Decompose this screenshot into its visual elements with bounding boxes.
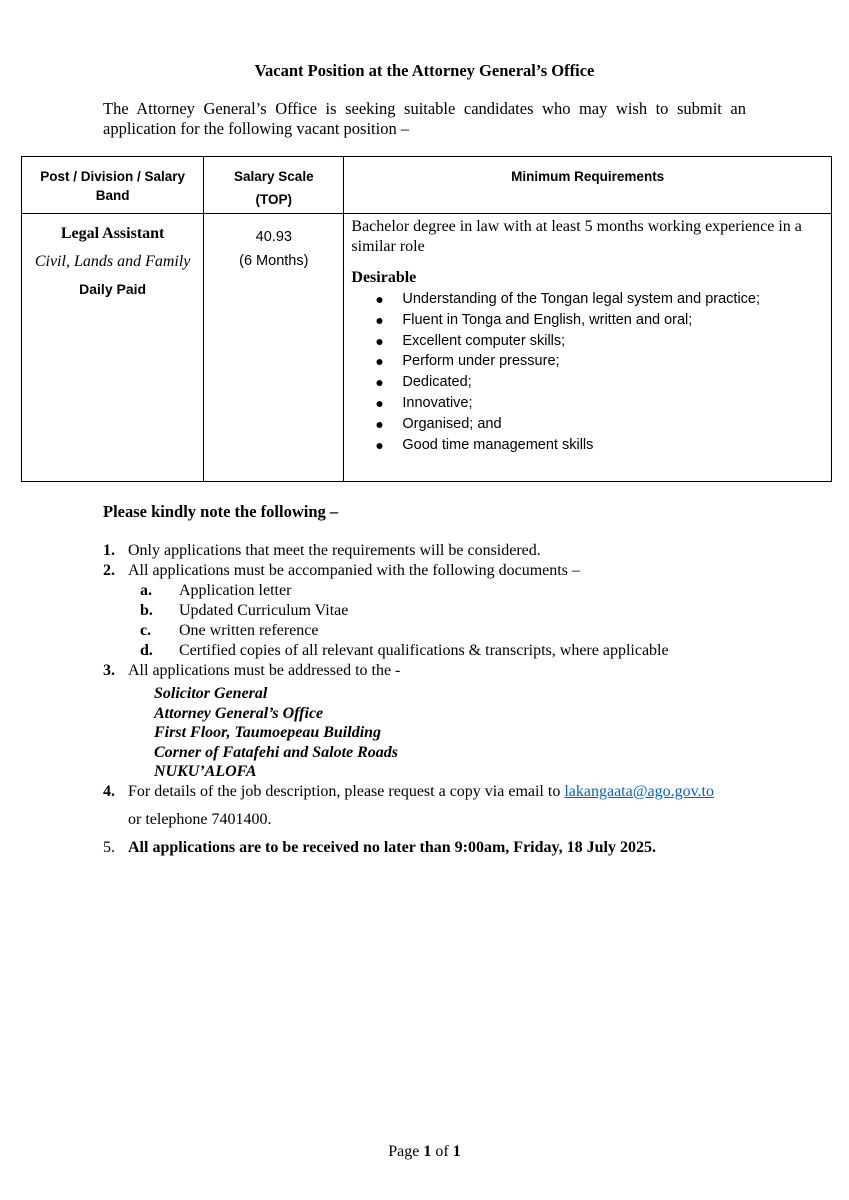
note-item-3: 3. All applications must be addressed to the - [103,662,401,679]
minimum-requirement: Bachelor degree in law with at least 5 months working experience in a similar role [351,218,802,255]
salary-duration: (6 Months) [239,253,309,269]
note-item-2: 2. All applications must be accompanied with the following documents – [103,562,580,579]
header-requirements: Minimum Requirements [344,157,832,214]
list-item: ● Perform under pressure; [351,351,821,372]
bullet-icon: ● [375,436,384,453]
address-line: First Floor, Taumoepeau Building [154,724,382,741]
address-line: NUKU’ALOFA [154,763,257,780]
email-link[interactable]: lakangaata@ago.gov.to [564,782,714,800]
bullet-icon: ● [375,332,384,349]
address-line: Solicitor General [154,685,268,702]
list-item: ● Excellent computer skills; [351,331,821,352]
list-item: ● Good time management skills [351,435,821,456]
note-item-4: 4. For details of the job description, please request a copy via email to lakangaata@ago.gov.to [103,782,714,800]
list-item: ● Understanding of the Tongan legal system and practice; [351,289,821,310]
salary-cell [204,214,344,482]
address-line: Attorney General’s Office [154,704,324,722]
list-item: ● Innovative; [351,393,821,414]
document-item-c: c. One written reference [140,622,319,639]
bullet-icon: ● [375,291,384,307]
phone-text: or telephone 7401400. [128,810,272,828]
bullet-icon: ● [375,353,384,370]
bullet-icon: ● [375,394,384,411]
header-salary [204,157,344,214]
note-item-5: 5. All applications are to be received no later than 9:00am, Friday, 18 July 2025. [103,838,656,856]
desirable-list [351,289,821,455]
vacancy-table [21,156,832,482]
table-row [22,214,832,482]
requirements-cell [344,214,832,482]
header-post: Post / Division / Salary Band [22,157,204,214]
mailing-address [103,684,803,782]
bullet-icon: ● [375,311,384,328]
post-name: Legal Assistant [60,225,165,242]
list-item: ● Dedicated; [351,372,821,393]
table-header-row [22,157,832,214]
deadline-text: All applications are to be received no later than 9:00am, Friday, 18 July 2025. [128,838,656,856]
list-item: ● Organised; and [351,414,821,435]
desirable-label: Desirable [351,269,417,286]
note-item-1: 1. Only applications that meet the requirements will be considered. [103,542,541,559]
header-salary-scale: Salary Scale [234,169,314,184]
document-item-a: a. Application letter [140,582,292,599]
post-cell [22,214,204,482]
page-title: Vacant Position at the Attorney General’s Office [254,61,595,80]
post-division: Civil, Lands and Family [34,253,191,270]
document-item-d: d. Certified copies of all relevant qualifications & transcripts, where applicable [140,642,669,659]
salary-value: 40.93 [255,229,292,245]
address-line: Corner of Fatafehi and Salote Roads [154,743,399,761]
notes-heading: Please kindly note the following – [103,502,339,521]
post-band: Daily Paid [79,281,147,297]
list-item: ● Fluent in Tonga and English, written and oral; [351,310,821,331]
document-item-b: b. Updated Curriculum Vitae [140,602,349,619]
header-salary-unit: (TOP) [255,192,293,207]
page-number: Page 1 of 1 [388,1143,461,1160]
notes-list [103,541,803,858]
bullet-icon: ● [375,415,384,432]
intro-paragraph: The Attorney General’s Office is seeking suitable candidates who may wish to submit an application for the following vacant position – [103,99,746,138]
bullet-icon: ● [375,374,384,391]
